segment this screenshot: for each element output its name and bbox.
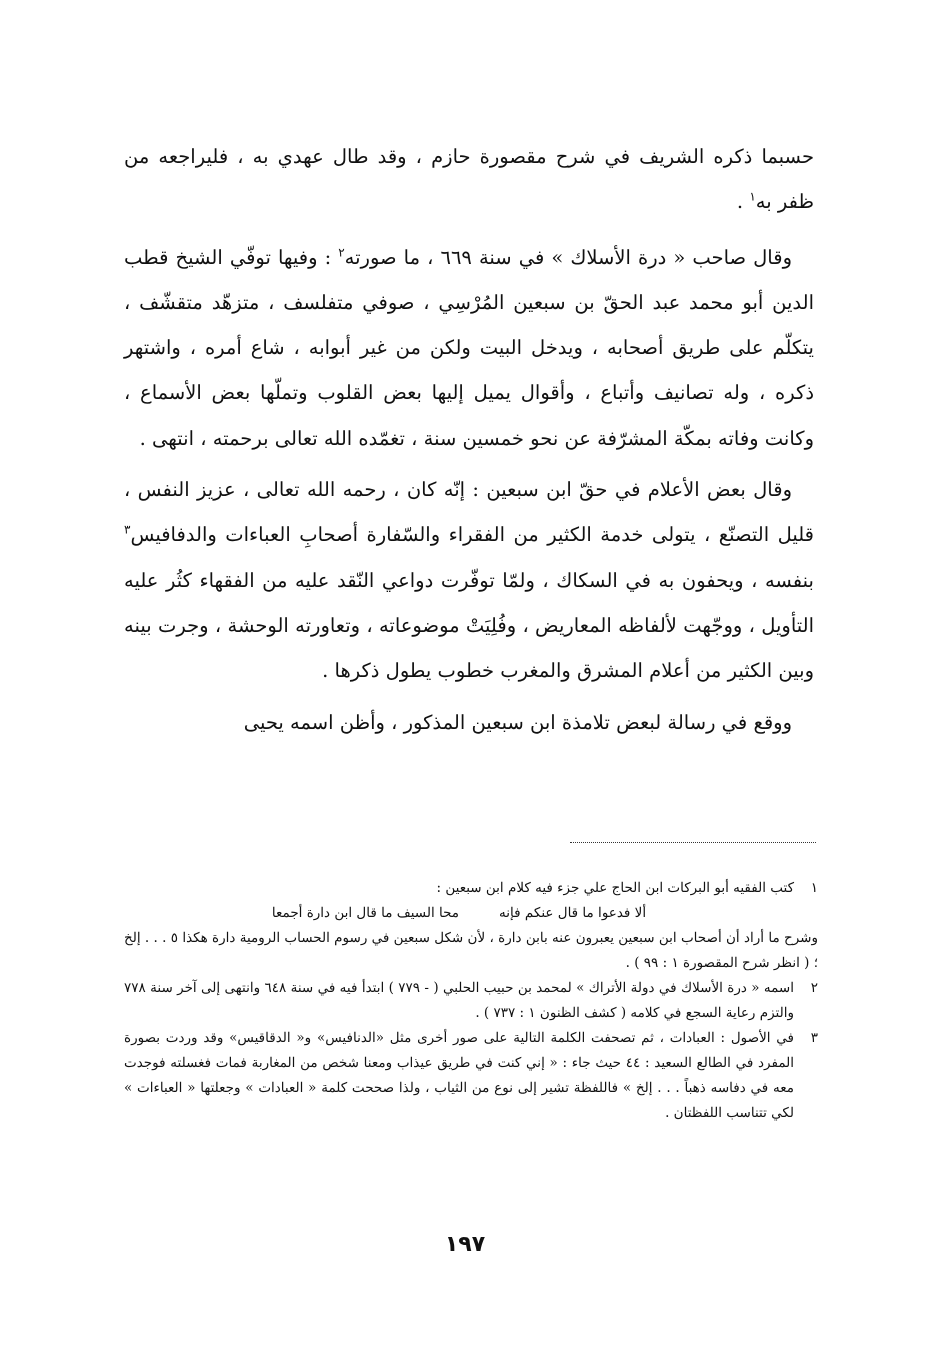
verse-hemistich-right: ألا فدعوا ما قال عنكم فإنه	[499, 905, 647, 921]
footnote	[124, 876, 818, 901]
paragraph-text: ووقع في رسالة لبعض تلامذة ابن سبعين المذكور ، وأظن اسمه يحيى	[243, 710, 792, 734]
footnote-number: ١	[810, 880, 818, 896]
paragraph-tail: بنفسه ، ويحفون به في السكاك ، ولمّا توفّرت دواعي النّقد عليه من الفقهاء كثُر عليه التأويل ، ووجّهت لألفاظه المعاريض ، وفُلِيَتْ موضوعاته ، وتعاورته الوحشة ، وجرت بينه وبين الكثير من أعلام المشرق والمغرب خطوب يطول ذكرها .	[124, 568, 814, 683]
footnote-continuation: وشرح ما أراد أن أصحاب ابن سبعين يعبرون عنه بابن دارة ، لأن شكل سبعين في رسوم الحساب الرومية دارة هكذا ٥ . . . إلخ ؛ ( انظر شرح المقصورة ١ : ٩٩ ) .	[124, 930, 819, 971]
paragraph	[124, 700, 814, 745]
main-text-block	[124, 134, 814, 745]
footnote-ref: ٣	[124, 522, 131, 537]
paragraph	[124, 235, 814, 461]
paragraph	[124, 467, 814, 693]
footnote-text: كتب الفقيه أبو البركات ابن الحاج علي جزء فيه كلام ابن سبعين :	[436, 880, 794, 896]
verse-hemistich-left: محا السيف ما قال ابن دارة أجمعا	[271, 905, 460, 921]
footnote-text: اسمه « درة الأسلاك في دولة الأتراك » لمحمد بن حبيب الحلبي ( - ٧٧٩ ) ابتدأ فيه في سنة ٦٤٨ وانتهى إلى آخر سنة ٧٧٨ والتزم رعاية السجع في كلامه ( كشف الظنون ١ : ٧٣٧ ) .	[124, 980, 794, 1021]
footnote	[124, 1026, 818, 1126]
footnote-separator	[570, 842, 816, 843]
footnote-ref: ١	[749, 189, 756, 204]
paragraph-tail: .	[736, 190, 750, 214]
footnote-text: في الأصول : العبادات ، ثم تصحفت الكلمة التالية على صور أخرى مثل «الدنافيس» و« الدقاقيس» وقد وردت بصورة المفرد في الطالع السعيد : ٤٤ حيث جاء : « إني كنت في طريق عيذاب ومعنا شخص من المغاربة فمات فغسلته فوجدت معه في دفاسه ذهباً . . . إلخ » فاللفظة تشير إلى نوع من الثياب ، ولذا صححت كلمة « العبادات » وجعلتها « العباءات » لكي تتناسب اللفظتان .	[124, 1030, 795, 1121]
footnote	[124, 976, 818, 1026]
paragraph-text: وقال صاحب « درة الأسلاك » في سنة ٦٦٩ ، ما صورته	[344, 245, 792, 269]
footnote-ref: ٢	[338, 245, 345, 260]
page-number: ١٩٧	[444, 1232, 486, 1257]
footnote-verse	[124, 901, 818, 926]
footnote-number: ٢	[810, 980, 818, 996]
paragraph-text: حسبما ذكره الشريف في شرح مقصورة حازم ، وقد طال عهدي به ، فليراجعه من ظفر به	[124, 145, 814, 214]
footnotes-block	[124, 876, 818, 1126]
paragraph	[124, 134, 814, 225]
paragraph-text: وقال بعض الأعلام في حقّ ابن سبعين : إنّه كان ، رحمه الله تعالى ، عزيز النفس ، قليل التصنّع ، يتولى خدمة الكثير من الفقراء والسّفارة أصحابِ العباءات والدفافيس	[124, 478, 814, 547]
paragraph-tail: : وفيها توفّي الشيخ قطب الدين أبو محمد عبد الحقّ بن سبعين المُرْسِي ، صوفي متفلسف ، متزهّد متقشّف ، يتكلّم على طريق أصحابه ، ويدخل البيت ولكن من غير أبوابه ، شاع أمره ، واشتهر ذكره ، وله تصانيف وأتباع ، وأقوال يميل إليها بعض القلوب وتملّها بعض الأسماع ، وكانت وفاته بمكّة المشرّفة عن نحو خمسين سنة ، تغمّده الله تعالى برحمته ، انتهى .	[124, 245, 814, 450]
footnote-number: ٣	[810, 1030, 818, 1046]
